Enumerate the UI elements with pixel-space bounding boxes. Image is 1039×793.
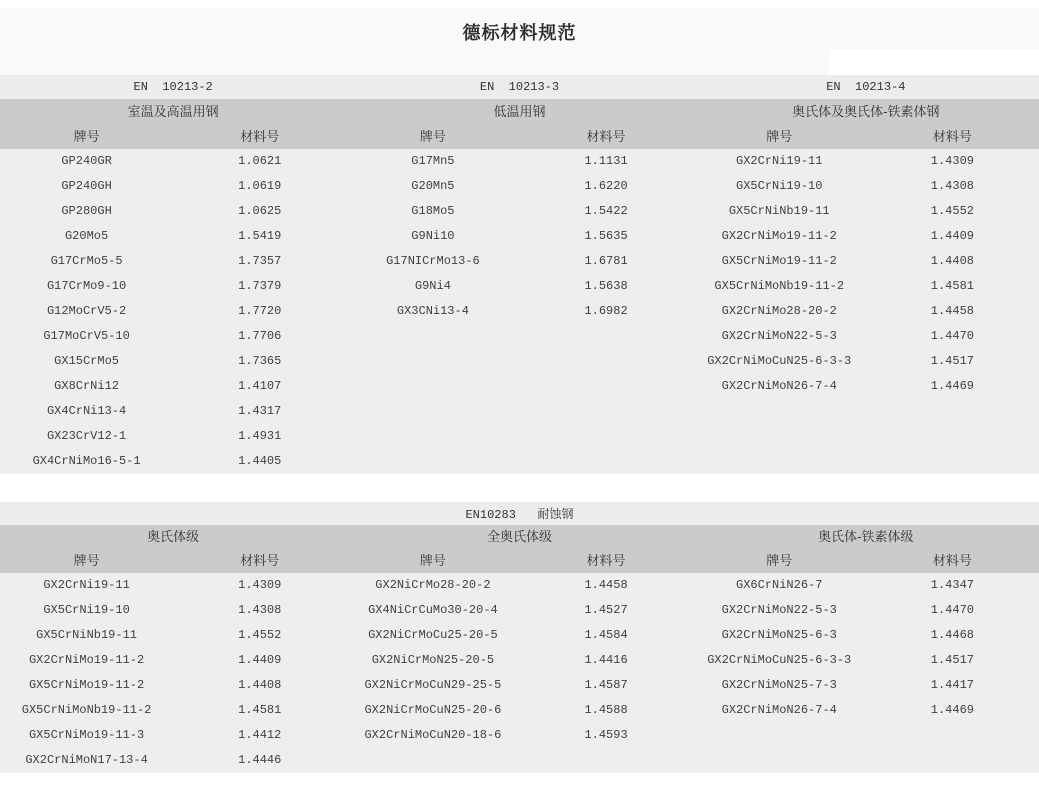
column-header-grade: 牌号 (766, 553, 793, 568)
table-row (346, 149, 692, 174)
column-header-grade: 牌号 (419, 553, 446, 568)
material-no-cell: 1.4409 (930, 229, 974, 243)
table-row (0, 623, 346, 648)
material-no-cell: 1.4470 (930, 603, 974, 617)
grade-cell: GX5CrNiMo19-11-3 (28, 728, 145, 742)
column-header-grade: 牌号 (419, 129, 446, 144)
table-row (0, 598, 346, 623)
table-title-austenitic-grade: 奥氏体级 (147, 529, 200, 544)
standards-band (0, 502, 1039, 525)
material-no-cell: 1.4405 (238, 454, 282, 468)
table-column-austenitic (693, 149, 1039, 399)
grade-cell: GX2CrNiMo19-11-2 (721, 229, 837, 243)
material-no-cell: 1.6781 (584, 254, 628, 268)
material-no-cell: 1.4408 (930, 254, 974, 268)
material-no-cell: 1.7720 (238, 304, 282, 318)
grade-cell: GX2NiCrMo28-20-2 (375, 578, 491, 592)
table-row (0, 449, 346, 474)
grade-cell: GX2CrNi19-11 (736, 154, 823, 168)
table-row (346, 224, 692, 249)
grade-cell: GX2CrNi19-11 (43, 578, 130, 592)
grade-cell: GX2NiCrMoCuN29-25-5 (364, 678, 502, 692)
column-header-material-no: 材料号 (932, 553, 972, 568)
material-no-cell: 1.4581 (930, 279, 974, 293)
table-row (693, 349, 1039, 374)
table-row (0, 673, 346, 698)
table-row (693, 324, 1039, 349)
grade-cell: GX4CrNiMo16-5-1 (32, 454, 141, 468)
grade-cell: GX2CrNiMoN26-7-4 (721, 379, 837, 393)
table-title-austenitic-ferritic-grade: 奥氏体-铁素体级 (818, 529, 914, 544)
grade-cell: GP280GH (61, 204, 112, 218)
column-header-grade: 牌号 (766, 129, 793, 144)
material-no-cell: 1.4469 (930, 703, 974, 717)
table-row (0, 149, 346, 174)
material-no-cell: 1.0621 (238, 154, 282, 168)
table-row (346, 174, 692, 199)
standard-label-en10283: EN10283 耐蚀钢 (465, 508, 574, 522)
standard-label-en10213-3: EN 10213-3 (479, 80, 560, 94)
material-no-cell: 1.4527 (584, 603, 628, 617)
material-no-cell: 1.5422 (584, 204, 628, 218)
grade-cell: GX2CrNiMoN22-5-3 (721, 603, 837, 617)
grade-cell: GX2CrNiMoN26-7-4 (721, 703, 837, 717)
section-gap (0, 474, 1039, 502)
table-row (693, 199, 1039, 224)
grade-cell: GX5CrNiMo19-11-2 (28, 678, 145, 692)
grade-cell: GX6CrNiN26-7 (736, 578, 823, 592)
grade-cell: G17CrMo5-5 (50, 254, 123, 268)
table-row (0, 249, 346, 274)
column-header-material-no: 材料号 (586, 129, 626, 144)
grade-cell: GX5CrNiNb19-11 (728, 204, 830, 218)
table-row (346, 274, 692, 299)
material-no-cell: 1.4107 (238, 379, 282, 393)
table-row (346, 598, 692, 623)
material-no-cell: 1.4408 (238, 678, 282, 692)
table-row (693, 698, 1039, 723)
grade-cell: GX4NiCrCuMo30-20-4 (368, 603, 498, 617)
grade-cell: G12MoCrV5-2 (46, 304, 127, 318)
table-row (346, 249, 692, 274)
grade-cell: GX5CrNiMoNb19-11-2 (21, 703, 152, 717)
grade-cell: GP240GR (61, 154, 112, 168)
material-no-cell: 1.4587 (584, 678, 628, 692)
data-band (0, 149, 1039, 474)
material-no-cell: 1.4552 (238, 628, 282, 642)
material-no-cell: 1.6982 (584, 304, 628, 318)
material-no-cell: 1.4931 (238, 429, 282, 443)
table-row (0, 324, 346, 349)
grade-cell: GX5CrNiNb19-11 (36, 628, 137, 642)
material-no-cell: 1.4458 (584, 578, 628, 592)
material-no-cell: 1.5638 (584, 279, 628, 293)
material-no-cell: 1.4517 (930, 354, 974, 368)
material-no-cell: 1.4584 (584, 628, 628, 642)
table-row (0, 274, 346, 299)
grade-cell: GX2CrNiMo19-11-2 (28, 653, 145, 667)
grade-cell: GX2CrNiMoN17-13-4 (25, 753, 148, 767)
material-no-cell: 1.7365 (238, 354, 282, 368)
grade-cell: GX2NiCrMoCuN25-20-6 (364, 703, 502, 717)
table-row (0, 299, 346, 324)
table-row (346, 698, 692, 723)
grade-cell: GX5CrNi19-10 (736, 179, 823, 193)
material-no-cell: 1.4417 (930, 678, 974, 692)
section-en10283 (0, 502, 1039, 773)
material-no-cell: 1.4308 (238, 603, 282, 617)
grade-cell: GX2NiCrMoN25-20-5 (371, 653, 495, 667)
column-header-grade: 牌号 (73, 129, 100, 144)
standards-band (0, 75, 1039, 99)
table-title-austenitic: 奥氏体及奥氏体-铁素体钢 (792, 104, 940, 119)
grade-cell: GX23CrV12-1 (46, 429, 127, 443)
table-title-low-temp: 低温用钢 (493, 104, 546, 119)
table-row (693, 149, 1039, 174)
material-no-cell: 1.7706 (238, 329, 282, 343)
grade-cell: G17MoCrV5-10 (43, 329, 130, 343)
material-no-cell: 1.4412 (238, 728, 282, 742)
table-row (693, 374, 1039, 399)
material-no-cell: 1.1131 (584, 154, 628, 168)
grade-cell: GX15CrMo5 (54, 354, 119, 368)
material-no-cell: 1.7379 (238, 279, 282, 293)
grade-cell: GX2CrNiMoN25-7-3 (721, 678, 837, 692)
column-header-material-no: 材料号 (240, 553, 280, 568)
material-no-cell: 1.4469 (930, 379, 974, 393)
material-no-cell: 1.4309 (930, 154, 974, 168)
data-band (0, 573, 1039, 773)
column-headers-row (0, 549, 1039, 573)
table-row (0, 224, 346, 249)
table-row (0, 374, 346, 399)
material-no-cell: 1.7357 (238, 254, 282, 268)
table-row (693, 598, 1039, 623)
material-no-cell: 1.0625 (238, 204, 282, 218)
table-row (346, 199, 692, 224)
header-band (0, 99, 1039, 149)
grade-cell: GX5CrNiMoNb19-11-2 (714, 279, 845, 293)
material-no-cell: 1.4588 (584, 703, 628, 717)
table-row (0, 698, 346, 723)
table-row (0, 648, 346, 673)
grade-cell: GX2CrNiMoN25-6-3 (721, 628, 837, 642)
material-no-cell: 1.5635 (584, 229, 628, 243)
table-titles-row (0, 525, 1039, 549)
grade-cell: GX5CrNiMo19-11-2 (721, 254, 837, 268)
table-row (0, 199, 346, 224)
material-no-cell: 1.4470 (930, 329, 974, 343)
table-row (693, 174, 1039, 199)
table-row (346, 623, 692, 648)
section-en10213 (0, 75, 1039, 474)
table-column-austenitic-ferritic-grade (693, 573, 1039, 723)
column-headers-row (0, 124, 1039, 149)
column-header-grade: 牌号 (73, 553, 100, 568)
title-bar (0, 8, 1039, 75)
material-no-cell: 1.4468 (930, 628, 974, 642)
table-title-fully-austenitic-grade: 全奥氏体级 (486, 529, 552, 544)
table-row (0, 174, 346, 199)
material-no-cell: 1.4308 (930, 179, 974, 193)
material-no-cell: 1.5419 (238, 229, 282, 243)
grade-cell: GX2CrNiMo28-20-2 (721, 304, 837, 318)
table-row (0, 723, 346, 748)
table-column-low-temp (346, 149, 692, 324)
material-no-cell: 1.4347 (930, 578, 974, 592)
grade-cell: GX8CrNi12 (54, 379, 119, 393)
grade-cell: GX2CrNiMoCuN25-6-3-3 (707, 653, 852, 667)
column-header-material-no: 材料号 (932, 129, 972, 144)
column-header-material-no: 材料号 (586, 553, 626, 568)
grade-cell: GX2CrNiMoN22-5-3 (721, 329, 837, 343)
table-row (346, 299, 692, 324)
material-no-cell: 1.4581 (238, 703, 282, 717)
material-no-cell: 1.0619 (238, 179, 282, 193)
grade-cell: GX2NiCrMoCu25-20-5 (368, 628, 498, 642)
material-no-cell: 1.4517 (930, 653, 974, 667)
grade-cell: G9Ni10 (411, 229, 455, 243)
table-row (693, 224, 1039, 249)
table-row (346, 573, 692, 598)
table-row (346, 648, 692, 673)
table-row (0, 573, 346, 598)
column-header-material-no: 材料号 (240, 129, 280, 144)
table-column-austenitic-grade (0, 573, 346, 773)
table-row (346, 673, 692, 698)
table-row (693, 673, 1039, 698)
standard-label-en10213-2: EN 10213-2 (133, 80, 213, 94)
grade-cell: G17NICrMo13-6 (386, 254, 480, 268)
grade-cell: G9Ni4 (414, 279, 451, 293)
page-title: 德标材料规范 (462, 23, 577, 43)
table-row (0, 399, 346, 424)
grade-cell: GX2CrNiMoCuN20-18-6 (364, 728, 502, 742)
header-band (0, 525, 1039, 573)
material-no-cell: 1.4416 (584, 653, 628, 667)
grade-cell: G20Mn5 (411, 179, 455, 193)
table-row (693, 573, 1039, 598)
table-title-room-high-temp: 室温及高温用钢 (127, 104, 219, 119)
table-row (693, 648, 1039, 673)
table-row (346, 723, 692, 748)
grade-cell: GX4CrNi13-4 (46, 404, 127, 418)
grade-cell: G20Mo5 (64, 229, 109, 243)
grade-cell: G17Mn5 (411, 154, 455, 168)
table-column-fully-austenitic-grade (346, 573, 692, 748)
table-row (693, 623, 1039, 648)
table-row (693, 249, 1039, 274)
material-no-cell: 1.4309 (238, 578, 282, 592)
grade-cell: GX5CrNi19-10 (43, 603, 130, 617)
material-no-cell: 1.4593 (584, 728, 628, 742)
table-row (693, 299, 1039, 324)
material-no-cell: 1.4446 (238, 753, 282, 767)
material-no-cell: 1.4552 (930, 204, 974, 218)
material-no-cell: 1.4409 (238, 653, 282, 667)
table-titles-row (0, 99, 1039, 124)
material-no-cell: 1.6220 (584, 179, 628, 193)
footer-strip (0, 773, 1039, 793)
material-no-cell: 1.4458 (930, 304, 974, 318)
grade-cell: GX3CNi13-4 (396, 304, 469, 318)
table-row (0, 349, 346, 374)
standard-label-en10213-4: EN 10213-4 (826, 80, 906, 94)
table-row (0, 424, 346, 449)
table-row (0, 748, 346, 773)
table-column-room-high-temp (0, 149, 346, 474)
grade-cell: GX2CrNiMoCuN25-6-3-3 (707, 354, 852, 368)
grade-cell: GP240GH (61, 179, 112, 193)
grade-cell: G17CrMo9-10 (46, 279, 127, 293)
table-row (693, 274, 1039, 299)
grade-cell: G18Mo5 (411, 204, 455, 218)
material-no-cell: 1.4317 (238, 404, 282, 418)
